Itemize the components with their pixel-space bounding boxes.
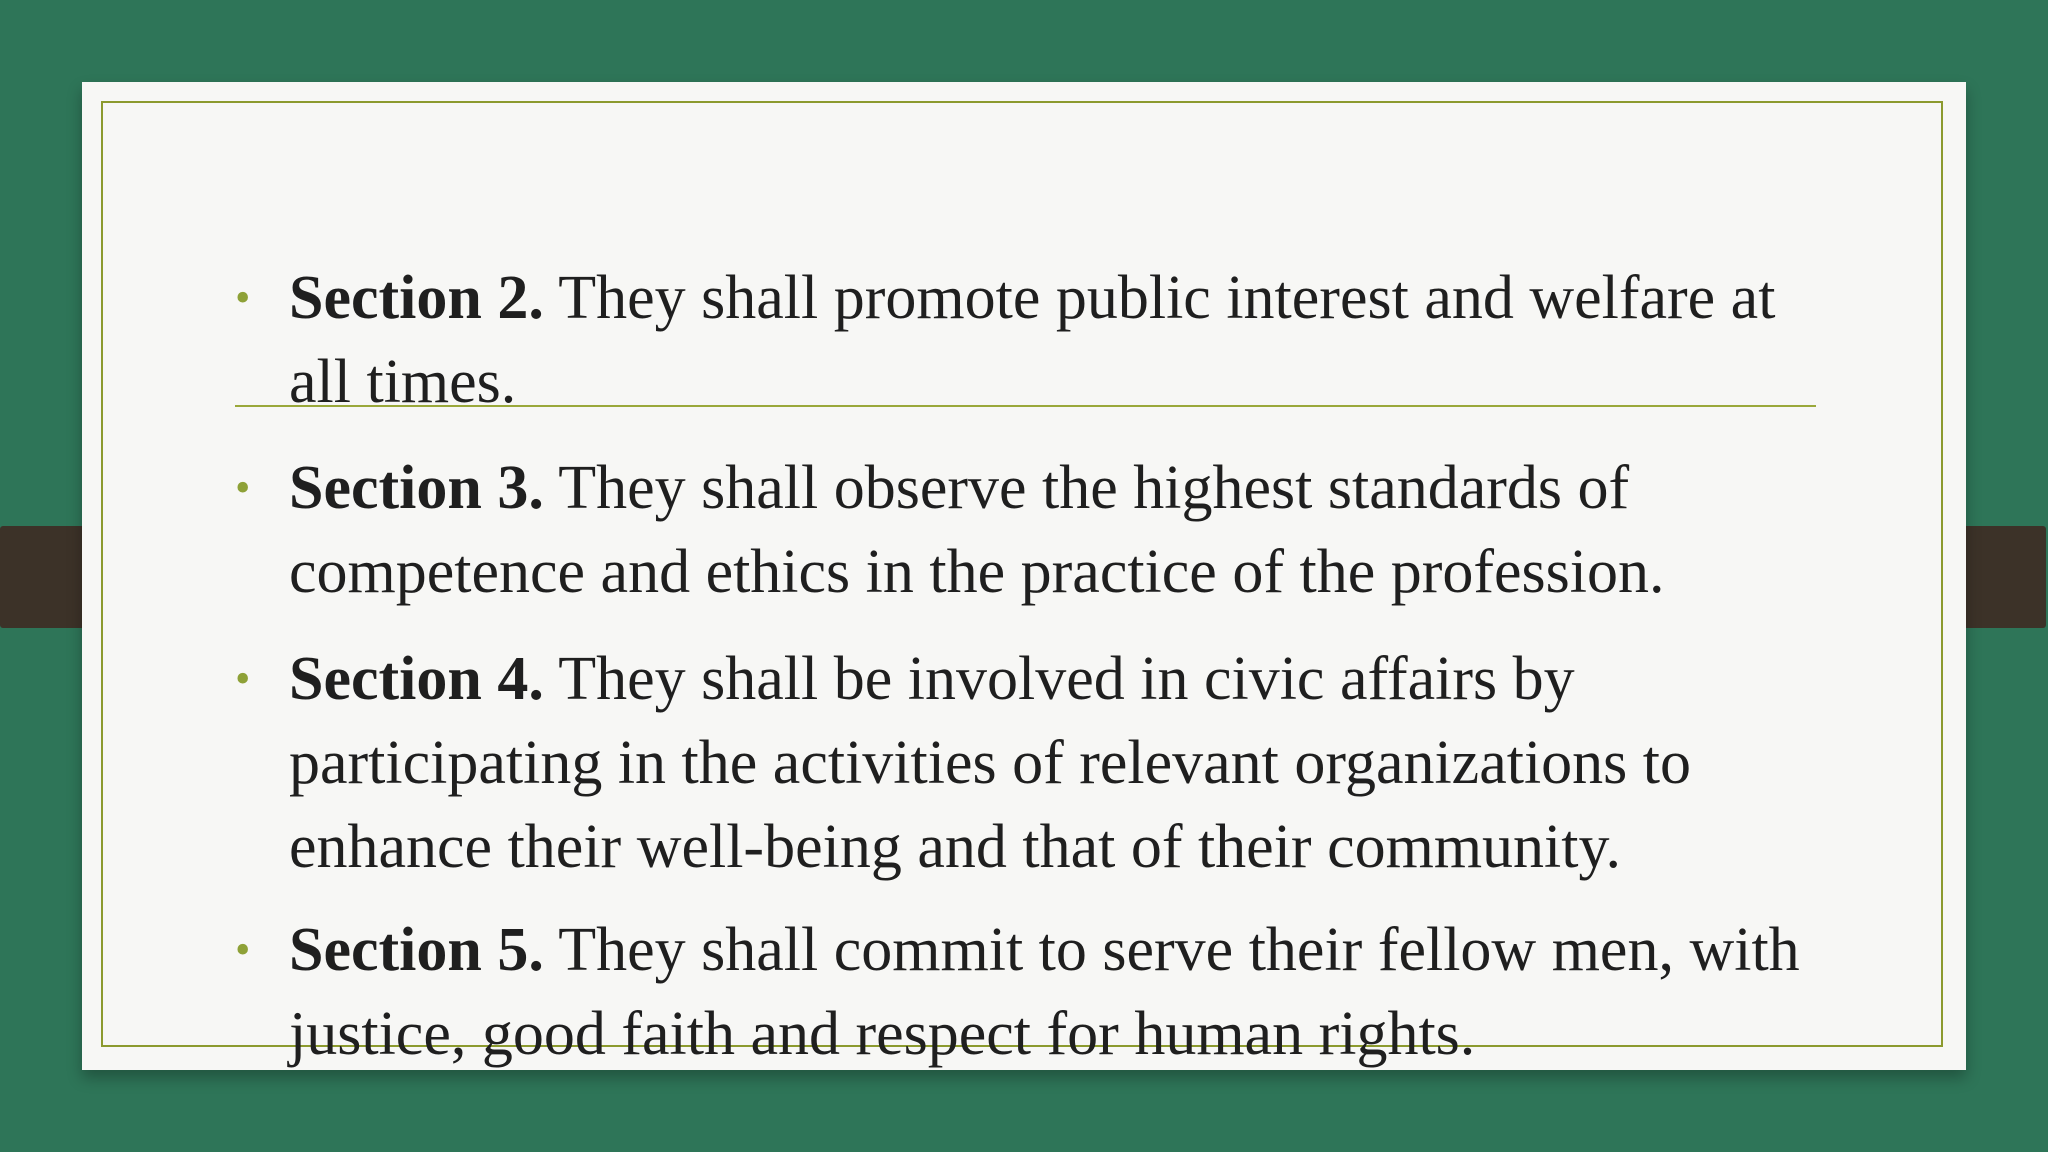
section-4-label: Section 4.	[289, 645, 544, 713]
bullet-icon: •	[235, 925, 251, 974]
section-3-text	[289, 446, 1819, 614]
section-5-body: They shall commit to serve their fellow men, with justice, good faith and respect for human rights.	[289, 916, 1800, 1068]
section-4-text	[289, 637, 1819, 889]
bullet-icon: •	[235, 654, 251, 703]
section-3-label: Section 3.	[289, 454, 544, 522]
section-5-text	[289, 908, 1819, 1076]
section-4-body: They shall be involved in civic affairs by participating in the activities of relevant organizations to enhance their well-being and that of their community.	[289, 645, 1692, 881]
slide-card	[82, 82, 1966, 1070]
bullet-icon: •	[235, 463, 251, 512]
bullet-icon: •	[235, 273, 251, 322]
section-2-body: They shall promote public interest and welfare at all times.	[289, 264, 1776, 416]
section-3-body: They shall observe the highest standards of competence and ethics in the practice of the profession.	[289, 454, 1665, 606]
section-2-text	[289, 256, 1819, 424]
section-2-label: Section 2.	[289, 264, 544, 332]
section-5-label: Section 5.	[289, 916, 544, 984]
